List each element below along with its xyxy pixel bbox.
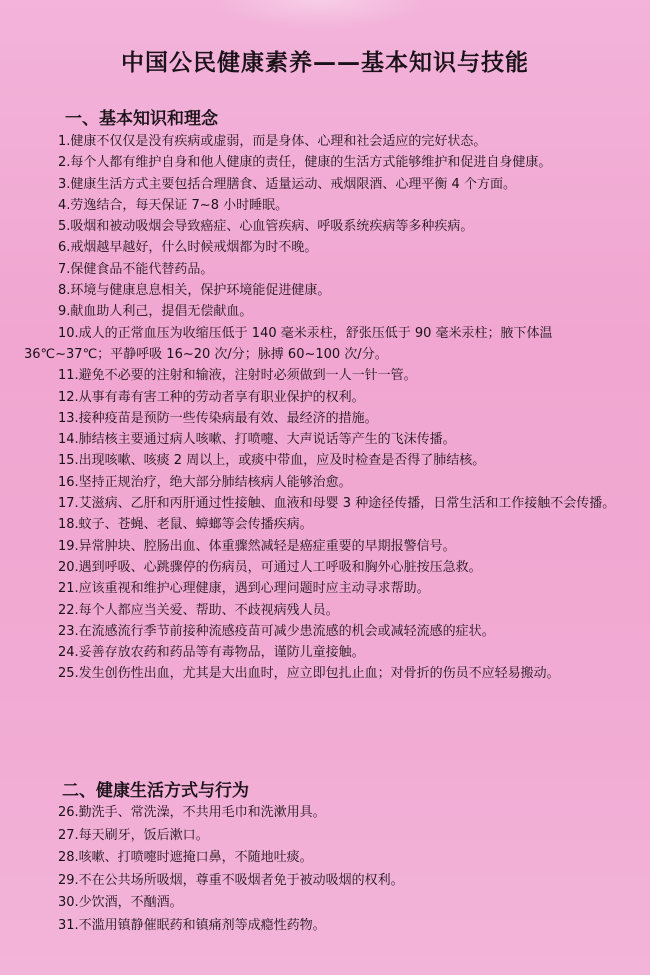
list-item: 30.少饮酒，不酗酒。: [58, 895, 183, 910]
list-item: 21.应该重视和维护心理健康，遇到心理问题时应主动寻求帮助。: [58, 581, 430, 597]
section-knowledge-list: [24, 131, 638, 685]
list-item: 28.咳嗽、打喷嚏时遮掩口鼻，不随地吐痰。: [58, 850, 313, 865]
page-title: 中国公民健康素养——基本知识与技能: [121, 50, 529, 76]
list-item: 16.坚持正规治疗，绝大部分肺结核病人能够治愈。: [58, 474, 352, 490]
list-item: 31.不滥用镇静催眠药和镇痛剂等成瘾性药物。: [58, 917, 326, 933]
list-item: 15.出现咳嗽、咳痰 2 周以上，或痰中带血，应及时检查是否得了肺结核。: [58, 453, 486, 469]
list-item: 19.异常肿块、腔肠出血、体重骤然减轻是癌症重要的早期报警信号。: [58, 538, 456, 554]
list-item: 12.从事有毒有害工种的劳动者享有职业保护的权利。: [58, 389, 365, 405]
section-heading-knowledge: 一、基本知识和理念: [65, 109, 218, 129]
list-item: 2.每个人都有维护自身和他人健康的责任，健康的生活方式能够维护和促进自身健康。: [58, 155, 552, 171]
list-item: 11.避免不必要的注射和输液，注射时必须做到一人一针一管。: [58, 368, 417, 384]
list-item: 26.勤洗手、常洗澡，不共用毛巾和洗漱用具。: [58, 805, 326, 820]
list-item: 14.肺结核主要通过病人咳嗽、打喷嚏、大声说话等产生的飞沫传播。: [58, 432, 456, 448]
list-item: 6.戒烟越早越好，什么时候戒烟都为时不晚。: [58, 240, 318, 256]
list-item: 13.接种疫苗是预防一些传染病最有效、最经济的措施。: [58, 410, 378, 426]
list-item: 4.劳逸结合，每天保证 7~8 小时睡眠。: [58, 197, 289, 213]
list-item: 5.吸烟和被动吸烟会导致癌症、心血管疾病、呼吸系统疾病等多种疾病。: [58, 219, 474, 235]
list-item: 7.保健食品不能代替药品。: [58, 261, 214, 277]
list-item: 29.不在公共场所吸烟，尊重不吸烟者免于被动吸烟的权利。: [58, 872, 404, 888]
list-item: 22.每个人都应当关爱、帮助、不歧视病残人员。: [58, 602, 339, 618]
list-item: 17.艾滋病、乙肝和丙肝通过性接触、血液和母婴 3 种途径传播，日常生活和工作接触不会传播。: [58, 496, 616, 512]
list-item: 1.健康不仅仅是没有疾病或虚弱，而是身体、心理和社会适应的完好状态。: [58, 134, 487, 149]
list-item: 20.遇到呼吸、心跳骤停的伤病员，可通过人工呼吸和胸外心脏按压急救。: [58, 559, 482, 575]
list-item: 8.环境与健康息息相关，保护环境能促进健康。: [58, 283, 331, 299]
section-heading-lifestyle: 二、健康生活方式与行为: [62, 781, 249, 801]
list-item: 9.献血助人利己，提倡无偿献血。: [58, 304, 253, 320]
paper-fold-highlight: [210, 0, 430, 30]
list-item: 3.健康生活方式主要包括合理膳食、适量运动、戒烟限酒、心理平衡 4 个方面。: [58, 176, 516, 192]
list-item: 25.发生创伤性出血，尤其是大出血时，应立即包扎止血；对骨折的伤员不应轻易搬动。: [58, 666, 560, 682]
list-item: 24.妥善存放农药和药品等有毒物品，谨防儿童接触。: [58, 645, 365, 661]
section-lifestyle-list: [24, 802, 638, 937]
list-item: 10.成人的正常血压为收缩压低于 140 毫米汞柱，舒张压低于 90 毫米汞柱；腋下体温 36℃~37℃；平静呼吸 16~20 次/分；脉搏 60~100 次/分。: [24, 325, 553, 362]
list-item: 27.每天刷牙，饭后漱口。: [58, 827, 209, 843]
list-item: 23.在流感流行季节前接种流感疫苗可减少患流感的机会或减轻流感的症状。: [58, 623, 495, 639]
list-item: 18.蚊子、苍蝇、老鼠、蟑螂等会传播疾病。: [58, 517, 313, 533]
